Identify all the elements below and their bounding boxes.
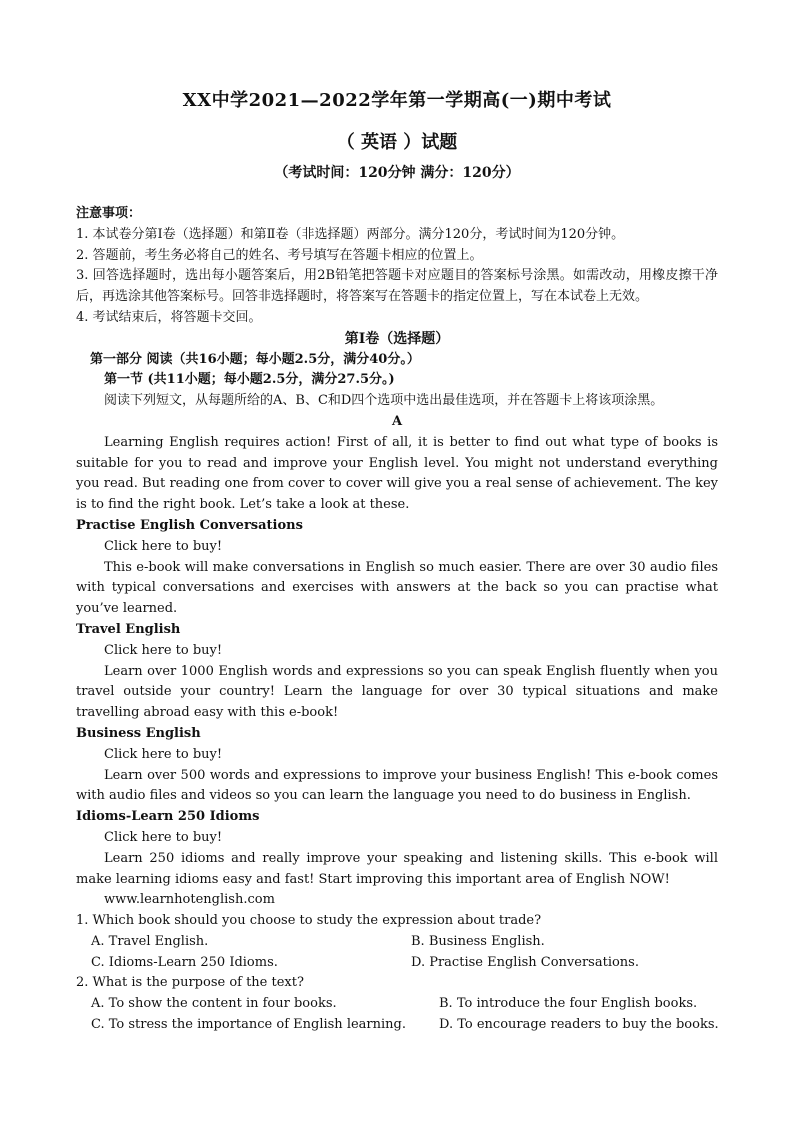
question-options — [76, 953, 718, 974]
book-description: Learn 250 idioms and really improve your speaking and listening skills. This e-book will make learning idioms easy and fast! Start improving this important area of English NOW! — [76, 850, 718, 887]
notes-item: 2. 答题前，考生务必将自己的姓名、考号填写在答题卡相应的位置上。 — [76, 247, 483, 263]
buy-link[interactable]: Click here to buy! — [104, 829, 223, 845]
book-title: Business English — [76, 725, 201, 741]
option-d[interactable]: D. Practise English Conversations. — [411, 954, 639, 970]
subsection-title: 第一节 (共11小题；每小题2.5分，满分27.5分。) — [104, 372, 395, 388]
buy-link[interactable]: Click here to buy! — [104, 746, 223, 762]
part-title: 第一部分 阅读（共16小题；每小题2.5分，满分40分。） — [90, 351, 420, 367]
book-description: Learn over 500 words and expressions to improve your business English! This e-book comes with audio files and videos so you can learn the language you need to do business in English. — [76, 767, 718, 804]
notes-item: 4. 考试结束后，将答题卡交回。 — [76, 309, 262, 325]
book-title: Practise English Conversations — [76, 517, 303, 533]
option-a[interactable]: A. Travel English. — [91, 933, 209, 949]
question-stem: 1. Which book should you choose to study the expression about trade? — [76, 913, 542, 929]
exam-title: XX中学2021—2022学年第一学期高(一)期中考试 — [182, 90, 612, 111]
instructions: 阅读下列短文，从每题所给的A、B、C和D四个选项中选出最佳选项，并在答题卡上将该项涂黑。 — [104, 393, 664, 409]
question-stem: 2. What is the purpose of the text? — [76, 975, 304, 991]
question-options — [76, 932, 718, 953]
question-options — [76, 1015, 718, 1036]
passage-intro: Learning English requires action! First of all, it is better to find out what type of books is suitable for you to read and improve your English level. You might not understand everything you read. But reading one from cover to cover will give you a real sense of achievement. The key is to find the right book. Let’s take a look at these. — [76, 434, 718, 513]
book-title: Travel English — [76, 621, 181, 637]
option-b[interactable]: B. Business English. — [411, 933, 545, 949]
option-d[interactable]: D. To encourage readers to buy the books. — [439, 1017, 719, 1033]
option-a[interactable]: A. To show the content in four books. — [91, 996, 337, 1012]
book-description: This e-book will make conversations in English so much easier. There are over 30 audio files with typical conversations and exercises with answers at the back so you can practise what you’ve learned. — [76, 559, 718, 617]
exam-body — [76, 204, 718, 1036]
option-c[interactable]: C. Idioms-Learn 250 Idioms. — [91, 954, 278, 970]
question-options — [76, 994, 718, 1015]
passage-label: A — [391, 413, 403, 429]
exam-subtitle: （ 英语 ）试题 — [336, 132, 458, 153]
website-link[interactable]: www.learnhotenglish.com — [104, 892, 275, 908]
buy-link[interactable]: Click here to buy! — [104, 538, 223, 554]
notes-item: 1. 本试卷分第Ⅰ卷（选择题）和第Ⅱ卷（非选择题）两部分。满分120分，考试时间为120分钟。 — [76, 226, 625, 242]
option-c[interactable]: C. To stress the importance of English learning. — [91, 1017, 406, 1033]
option-b[interactable]: B. To introduce the four English books. — [439, 996, 698, 1012]
book-description: Learn over 1000 English words and expressions so you can speak English fluently when you travel outside your country! Learn the language for over 30 typical situations and make travelling abroad easy with this e-book! — [76, 663, 718, 721]
book-title: Idioms-Learn 250 Idioms — [76, 809, 260, 825]
notes-heading: 注意事项： — [76, 206, 142, 221]
notes-item: 3. 回答选择题时，选出每小题答案后，用2B铅笔把答题卡对应题目的答案标号涂黑。如需改动，用橡皮擦干净后，再选涂其他答案标号。回答非选择题时，将答案写在答题卡的指定位置上，写在本试卷上无效。 — [76, 268, 718, 305]
volume-title: 第Ⅰ卷（选择题） — [344, 330, 450, 347]
exam-info: （考试时间：120分钟 满分：120分） — [274, 165, 520, 181]
buy-link[interactable]: Click here to buy! — [104, 642, 223, 658]
